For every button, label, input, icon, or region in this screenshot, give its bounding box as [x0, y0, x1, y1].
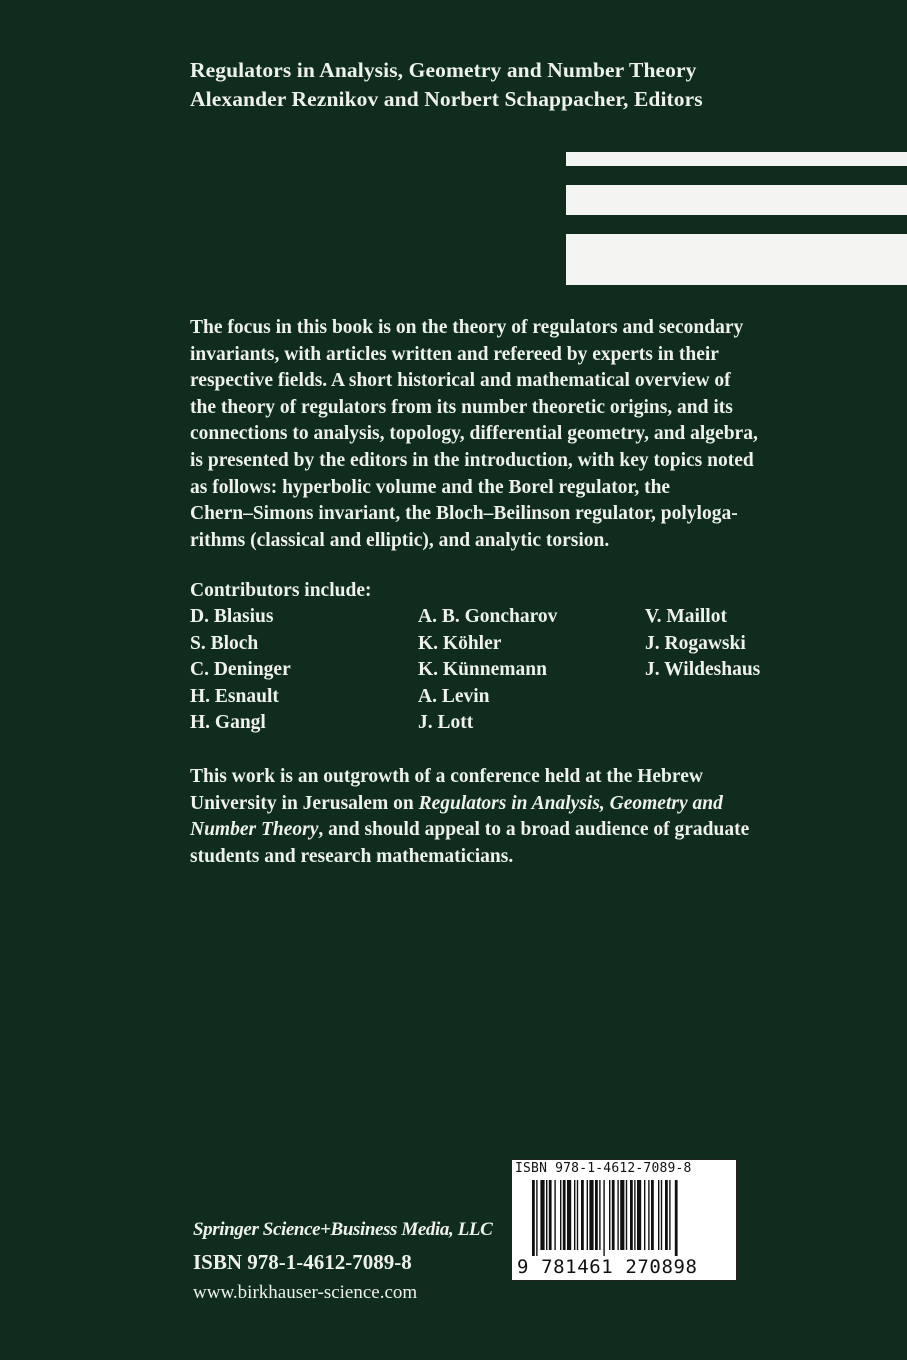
barcode-bar	[637, 1180, 641, 1250]
barcode-bar	[587, 1180, 588, 1250]
contributor-name: A. Levin	[418, 685, 490, 707]
barcode-bar	[665, 1180, 668, 1250]
barcode-bar	[536, 1180, 537, 1256]
barcode-bar	[546, 1180, 547, 1250]
barcode-bar	[651, 1180, 654, 1250]
barcode-bar	[612, 1180, 615, 1250]
closing-line: This work is an outgrowth of a conference held at the Hebrew	[190, 766, 703, 787]
contributor-name: K. Künnemann	[418, 659, 547, 681]
description-line: invariants, with articles written and refereed by experts in their	[190, 343, 719, 365]
description-line: is presented by the editors in the introduction, with key topics noted	[190, 449, 754, 471]
contributors-column-2	[418, 604, 557, 737]
description-line: as follows: hyperbolic volume and the Borel regulator, the	[190, 476, 671, 498]
isbn-text: ISBN 978-1-4612-7089-8	[193, 1250, 412, 1274]
contributor-name: C. Deninger	[190, 659, 291, 681]
book-title: Regulators in Analysis, Geometry and Number Theory	[190, 58, 697, 82]
barcode-bars-icon	[532, 1180, 722, 1256]
description-line: Chern–Simons invariant, the Bloch–Beilinson regulator, polyloga-	[190, 503, 738, 525]
contributor-name: D. Blasius	[190, 606, 274, 627]
contributors-column-3	[645, 604, 760, 684]
contributor-name: S. Bloch	[190, 632, 259, 654]
decorative-bar-top	[566, 152, 907, 166]
book-editors: Alexander Reznikov and Norbert Schappacher, Editors	[190, 87, 703, 111]
contributor-name: J. Rogawski	[645, 632, 746, 654]
barcode-bar	[675, 1180, 678, 1256]
barcode-bar	[581, 1180, 584, 1250]
contributors-column-1	[190, 604, 291, 737]
contributor-name: J. Lott	[418, 712, 474, 734]
closing-text: University in Jerusalem on	[190, 792, 419, 814]
contributor-name: A. B. Goncharov	[418, 606, 558, 627]
barcode-bar	[661, 1180, 662, 1250]
contributor-name: H. Esnault	[190, 685, 279, 707]
description-line: respective fields. A short historical and mathematical overview of	[190, 370, 731, 392]
decorative-bar-middle	[566, 185, 907, 215]
barcode-bar	[658, 1180, 659, 1250]
barcode-bar	[567, 1180, 571, 1250]
closing-text: , and should appeal to a broad audience of graduate	[318, 819, 750, 841]
barcode-bar	[620, 1180, 624, 1250]
barcode-bar	[603, 1180, 604, 1256]
closing-line: students and research mathematicians.	[190, 845, 514, 867]
contributor-name: V. Maillot	[645, 606, 727, 627]
contributors-heading: Contributors include:	[190, 580, 372, 601]
barcode-bar	[634, 1180, 635, 1250]
barcode-bar	[549, 1180, 552, 1250]
description-line: connections to analysis, topology, differential geometry, and algebra,	[190, 423, 758, 445]
conference-title: Number Theory	[190, 819, 319, 841]
publisher-website: www.birkhauser-science.com	[193, 1282, 418, 1303]
publisher-name: Springer Science+Business Media, LLC	[193, 1219, 493, 1240]
barcode-bar	[669, 1180, 670, 1250]
contributor-name: K. Köhler	[418, 632, 502, 654]
description-line: rithms (classical and elliptic), and analytic torsion.	[190, 529, 610, 551]
closing-paragraph	[190, 764, 850, 870]
barcode-digits: 9 781461 270898	[517, 1256, 698, 1278]
barcode	[511, 1159, 737, 1281]
barcode-bar	[599, 1180, 600, 1250]
barcode-bar	[577, 1180, 578, 1250]
barcode-bar	[560, 1180, 561, 1250]
barcode-bar	[532, 1180, 535, 1256]
barcode-bar	[617, 1180, 618, 1250]
contributor-name: H. Gangl	[190, 712, 266, 734]
conference-title: Regulators in Analysis, Geometry and	[418, 792, 723, 814]
barcode-bar	[554, 1180, 555, 1250]
description-line: The focus in this book is on the theory of regulators and secondary	[190, 317, 744, 338]
decorative-bar-bottom	[566, 234, 907, 285]
contributor-name: J. Wildeshaus	[645, 659, 761, 681]
barcode-bar	[595, 1180, 598, 1250]
barcode-bar	[630, 1180, 633, 1250]
barcode-bar	[644, 1180, 645, 1250]
closing-line	[190, 817, 850, 844]
barcode-bar	[609, 1180, 610, 1250]
closing-line	[190, 791, 850, 818]
barcode-bar	[574, 1180, 575, 1250]
barcode-isbn-label: ISBN 978-1-4612-7089-8	[515, 1161, 692, 1176]
description-paragraph	[190, 315, 850, 554]
description-line: the theory of regulators from its number theoretic origins, and its	[190, 396, 733, 418]
barcode-bar	[626, 1180, 627, 1250]
barcode-bar	[540, 1180, 544, 1250]
barcode-bar	[589, 1180, 593, 1250]
barcode-bar	[563, 1180, 566, 1250]
barcode-bar	[648, 1180, 649, 1250]
cover-heading	[190, 56, 703, 114]
